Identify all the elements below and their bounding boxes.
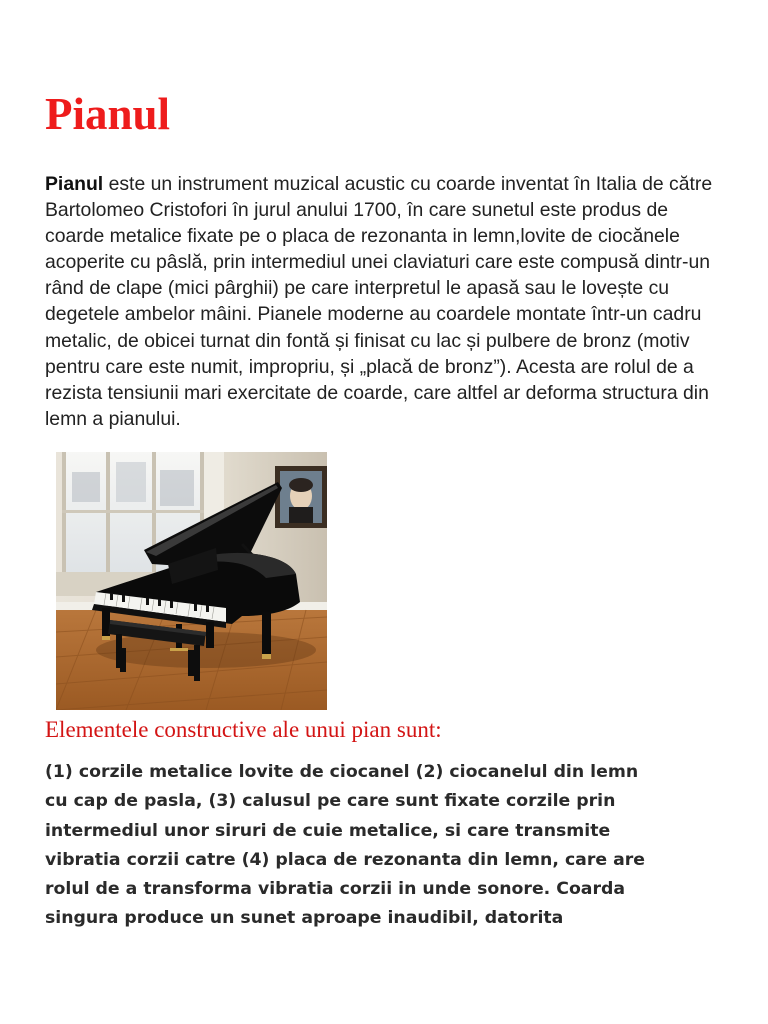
components-paragraph [45, 758, 735, 934]
intro-paragraph [45, 171, 725, 432]
components-line: vibratia corzii catre (4) placa de rezonanta din lemn, care are [45, 849, 646, 870]
components-line: intermediul unor siruri de cuie metalice, si care transmite [45, 820, 611, 841]
components-line: (1) corzile metalice lovite de ciocanel (2) ciocanelul din lemn [45, 762, 639, 782]
section-subtitle: Elementele constructive ale unui pian sunt: [45, 717, 442, 742]
components-line: cu cap de pasla, (3) calusul pe care sunt fixate corzile prin [45, 791, 616, 812]
components-line: singura produce un sunet aproape inaudibil, datorita [45, 908, 564, 929]
components-line: rolul de a transforma vibratia corzii in unde sonore. Coarda [45, 879, 626, 900]
intro-text: este un instrument muzical acustic cu coarde inventat în Italia de către Bartolomeo Cristofori în jurul anului 1700, în care sunetul este produs de coarde metalice fixate pe o placa de rezonanta in lemn,lovite de ciocănele acoperite cu pâslă, prin intermediul unei claviaturi care este compusă dintr-un rând de clape (mici pârghii) pe care interpretul le apasă sau le lovește cu degetele ambelor mâini. Pianele moderne au coardele montate într-un cadru metalic, de obicei turnat din fontă și finisat cu lac și pulbere de bronz (motiv pentru care este numit, impropriu, și „placă de bronz”). Acesta are rolul de a rezista tensiunii mari exercitate de coarde, care altfel ar deforma structura din lemn a pianului. [45, 173, 713, 430]
grand-piano-photo [56, 452, 327, 710]
page-title: Pianul [45, 89, 171, 139]
intro-lead-word: Pianul [45, 173, 104, 195]
